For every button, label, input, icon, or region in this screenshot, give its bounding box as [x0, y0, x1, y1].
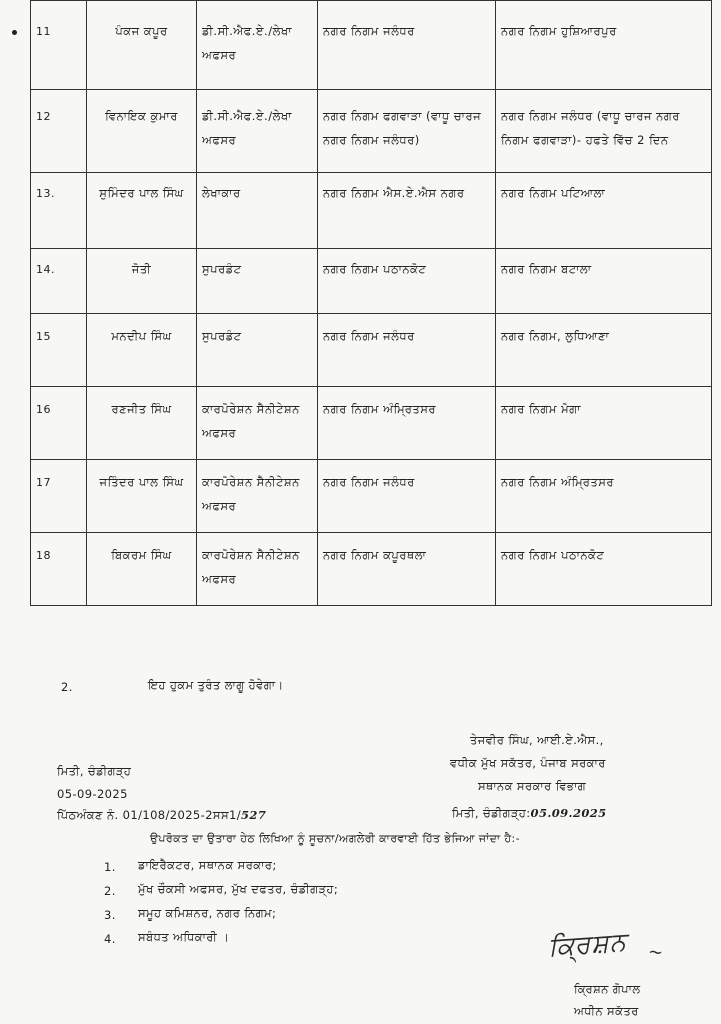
right-date-label: ਮਿਤੀ, ਚੰਡੀਗੜ੍ਹ: — [452, 806, 531, 820]
serial-number: 13. — [31, 173, 87, 249]
transfer-to: ਨਗਰ ਨਿਗਮ ਜਲੰਧਰ (ਵਾਧੂ ਚਾਰਜ ਨਗਰ ਨਿਗਮ ਫਗਵਾੜਾ)- ਹਫਤੇ ਵਿੱਚ 2 ਦਿਨ — [496, 90, 712, 173]
recipient-number: 4. — [104, 932, 116, 946]
table-row — [31, 90, 712, 173]
table-row — [31, 314, 712, 387]
signature-flourish: ~ — [646, 941, 665, 964]
transfer-to: ਨਗਰ ਨਿਗਮ ਬਟਾਲਾ — [496, 249, 712, 314]
employee-post: ਲੇਖਾਕਾਰ — [197, 173, 318, 249]
table-row — [31, 460, 712, 533]
recipient-number: 3. — [104, 908, 116, 922]
serial-number: 14. — [31, 249, 87, 314]
table-row — [31, 1, 712, 90]
right-date-value: 05.09.2025 — [530, 806, 607, 820]
officer-name: ਤੇਜਵੀਰ ਸਿੰਘ, ਆਈ.ਏ.ਐਸ., — [470, 733, 604, 747]
employee-name: ਜਤਿੰਦਰ ਪਾਲ ਸਿੰਘ — [87, 460, 197, 533]
table-row — [31, 173, 712, 249]
right-date — [452, 806, 607, 821]
employee-name: ਸੁਮਿੰਦਰ ਪਾਲ ਸਿੰਘ — [87, 173, 197, 249]
transfer-from: ਨਗਰ ਨਿਗਮ ਜਲੰਧਰ — [318, 1, 496, 90]
officer-designation: ਵਧੀਕ ਮੁੱਖ ਸਕੱਤਰ, ਪੰਜਾਬ ਸਰਕਾਰ — [450, 756, 606, 770]
transfer-from: ਨਗਰ ਨਿਗਮ ਜਲੰਧਰ — [318, 314, 496, 387]
serial-number: 11 — [31, 1, 87, 90]
employee-post: ਕਾਰਪੋਰੇਸ਼ਨ ਸੈਨੀਟੇਸ਼ਨ ਅਫਸਰ — [197, 533, 318, 606]
transfer-from: ਨਗਰ ਨਿਗਮ ਐਸ.ਏ.ਐਸ ਨਗਰ — [318, 173, 496, 249]
table-row — [31, 533, 712, 606]
scan-mark — [12, 30, 17, 35]
recipient-text: ਸਬੰਧਤ ਅਧਿਕਾਰੀ । — [138, 930, 230, 944]
transfer-to: ਨਗਰ ਨਿਗਮ ਮੋਗਾ — [496, 387, 712, 460]
recipient-text: ਡਾਇਰੈਕਟਰ, ਸਥਾਨਕ ਸਰਕਾਰ; — [138, 858, 277, 872]
serial-number: 18 — [31, 533, 87, 606]
recipient-text: ਮੁੱਖ ਚੌਕਸੀ ਅਫਸਰ, ਮੁੱਖ ਦਫਤਰ, ਚੰਡੀਗੜ੍ਹ; — [138, 882, 339, 896]
employee-post: ਡੀ.ਸੀ.ਐਫ.ਏ./ਲੇਖਾ ਅਫਸਰ — [197, 90, 318, 173]
transfer-from: ਨਗਰ ਨਿਗਮ ਜਲੰਧਰ — [318, 460, 496, 533]
order-number: 2. — [61, 680, 73, 694]
forward-text: ਉਪਰੋਕਤ ਦਾ ਉਤਾਰਾ ਹੇਠ ਲਿਖਿਆ ਨੂੰ ਸੂਚਨਾ/ਅਗਲੇਰੀ ਕਾਰਵਾਈ ਹਿੱਤ ਭੇਜਿਆ ਜਾਂਦਾ ਹੈ:- — [150, 832, 520, 845]
employee-post: ਕਾਰਪੋਰੇਸ਼ਨ ਸੈਨੀਟੇਸ਼ਨ ਅਫਸਰ — [197, 387, 318, 460]
employee-post: ਸੁਪਰਡੰਟ — [197, 249, 318, 314]
transfer-to: ਨਗਰ ਨਿਗਮ ਪਠਾਨਕੋਟ — [496, 533, 712, 606]
signatory-designation: ਅਧੀਨ ਸਕੱਤਰ — [574, 1004, 639, 1018]
transfer-from: ਨਗਰ ਨਿਗਮ ਫਗਵਾੜਾ (ਵਾਧੂ ਚਾਰਜ ਨਗਰ ਨਿਗਮ ਜਲੰਧਰ) — [318, 90, 496, 173]
transfer-from: ਨਗਰ ਨਿਗਮ ਕਪੂਰਥਲਾ — [318, 533, 496, 606]
endorsement-prefix: ਪਿੱਠਅੰਕਣ ਨੰ. 01/108/2025-2ਸਸ1/ — [57, 808, 242, 822]
transfer-to: ਨਗਰ ਨਿਗਮ ਪਟਿਆਲਾ — [496, 173, 712, 249]
employee-post: ਸੁਪਰਡੰਟ — [197, 314, 318, 387]
employee-name: ਮਨਦੀਪ ਸਿੰਘ — [87, 314, 197, 387]
endorsement-number — [57, 808, 266, 823]
transfer-table — [30, 0, 712, 606]
employee-post: ਕਾਰਪੋਰੇਸ਼ਨ ਸੈਨੀਟੇਸ਼ਨ ਅਫਸਰ — [197, 460, 318, 533]
recipient-text: ਸਮੂਹ ਕਮਿਸ਼ਨਰ, ਨਗਰ ਨਿਗਮ; — [138, 906, 277, 920]
transfer-from: ਨਗਰ ਨਿਗਮ ਅੰਮ੍ਰਿਤਸਰ — [318, 387, 496, 460]
transfer-to: ਨਗਰ ਨਿਗਮ, ਲੁਧਿਆਣਾ — [496, 314, 712, 387]
place-label: ਮਿਤੀ, ਚੰਡੀਗੜ੍ਹ — [57, 764, 132, 778]
table-row — [31, 249, 712, 314]
employee-name: ਰਣਜੀਤ ਸਿੰਘ — [87, 387, 197, 460]
handwritten-signature: ਕ੍ਰਿਸ਼ਨ — [547, 927, 628, 963]
employee-post: ਡੀ.ਸੀ.ਐਫ.ਏ./ਲੇਖਾ ਅਫਸਰ — [197, 1, 318, 90]
serial-number: 12 — [31, 90, 87, 173]
recipient-number: 2. — [104, 884, 116, 898]
employee-name: ਜੋਤੀ — [87, 249, 197, 314]
employee-name: ਬਿਕਰਮ ਸਿੰਘ — [87, 533, 197, 606]
officer-department: ਸਥਾਨਕ ਸਰਕਾਰ ਵਿਭਾਗ — [478, 779, 587, 793]
order-text: ਇਹ ਹੁਕਮ ਤੁਰੰਤ ਲਾਗੂ ਹੋਵੇਗਾ। — [148, 678, 284, 692]
table-row — [31, 387, 712, 460]
employee-name: ਵਿਨਾਇਕ ਕੁਮਾਰ — [87, 90, 197, 173]
transfer-to: ਨਗਰ ਨਿਗਮ ਹੁਸ਼ਿਆਰਪੁਰ — [496, 1, 712, 90]
serial-number: 15 — [31, 314, 87, 387]
issue-date: 05-09-2025 — [57, 787, 128, 801]
endorsement-handwritten-number: 527 — [241, 808, 267, 822]
employee-name: ਪੰਕਜ ਕਪੂਰ — [87, 1, 197, 90]
transfer-from: ਨਗਰ ਨਿਗਮ ਪਠਾਨਕੋਟ — [318, 249, 496, 314]
transfer-to: ਨਗਰ ਨਿਗਮ ਅੰਮ੍ਰਿਤਸਰ — [496, 460, 712, 533]
recipient-number: 1. — [104, 860, 116, 874]
serial-number: 17 — [31, 460, 87, 533]
signatory-name: ਕ੍ਰਿਸ਼ਨ ਗੋਪਾਲ — [574, 982, 641, 996]
serial-number: 16 — [31, 387, 87, 460]
